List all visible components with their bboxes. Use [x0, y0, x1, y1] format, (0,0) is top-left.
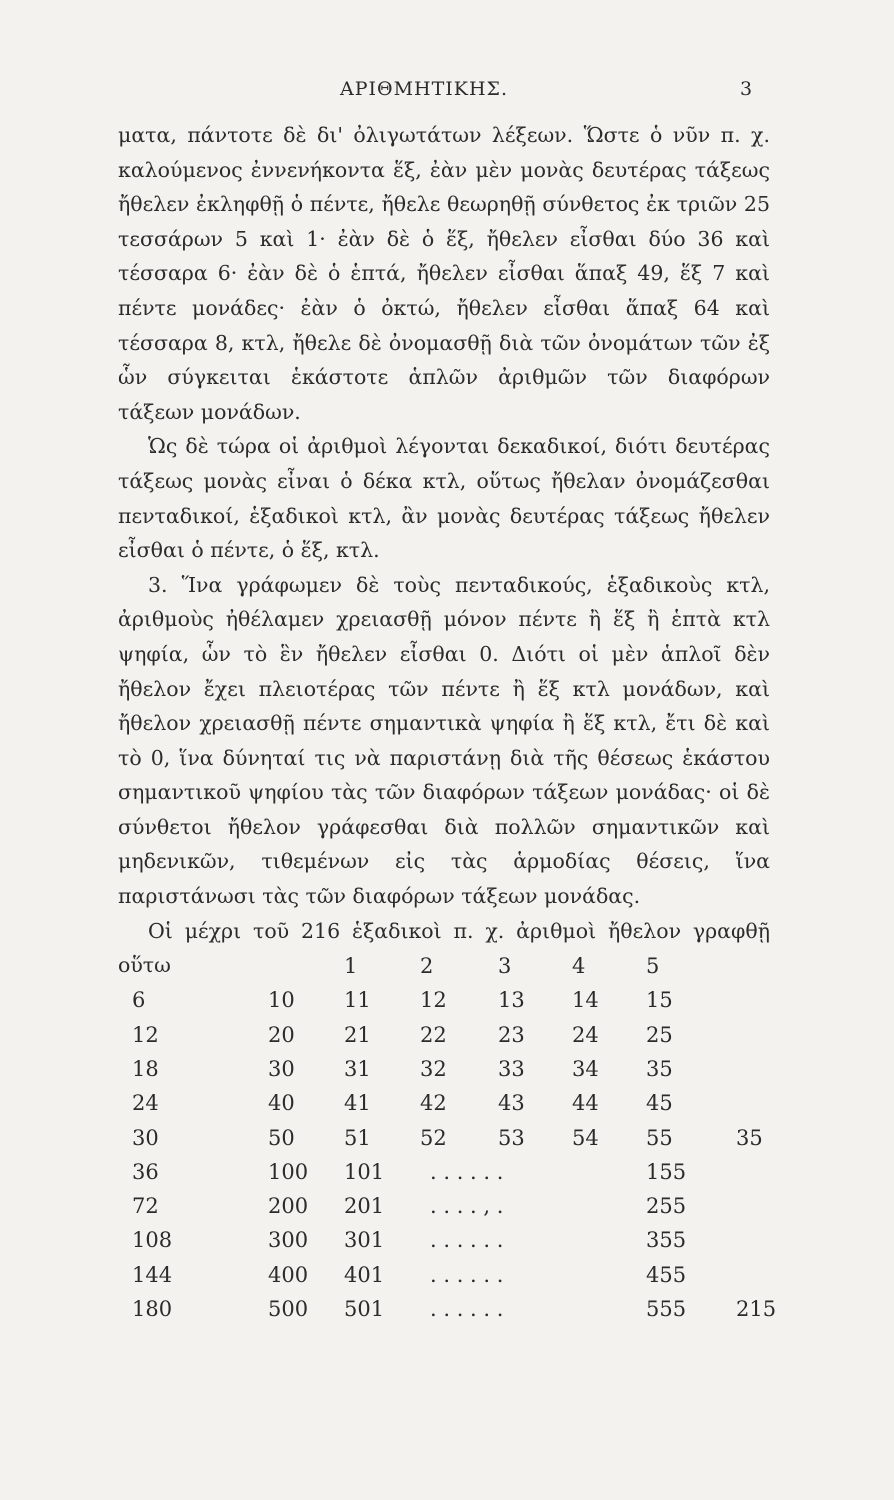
table-row — [0, 1057, 894, 1091]
table-cell: 44 — [572, 1091, 599, 1116]
table-cell: 35 — [736, 1125, 763, 1150]
table-cell: 300 — [268, 1228, 309, 1253]
table-cell: 33 — [498, 1056, 525, 1081]
table-row — [0, 1228, 894, 1262]
table-cell: 25 — [646, 1022, 673, 1047]
table-cell: 501 — [344, 1297, 385, 1321]
table-row — [0, 1023, 894, 1057]
table-cell: 41 — [344, 1091, 371, 1116]
table-cell: 40 — [268, 1091, 295, 1116]
table-cell: 43 — [498, 1091, 525, 1116]
table-row — [0, 1091, 894, 1125]
table-cell: 31 — [344, 1056, 371, 1081]
table-cell: 12 — [132, 1022, 159, 1047]
table-cell: 1 — [344, 954, 358, 978]
table-cell: 108 — [132, 1228, 173, 1253]
table-cell: 4 — [572, 954, 586, 978]
table-cell: 52 — [420, 1125, 447, 1150]
table-cell: 21 — [344, 1022, 371, 1047]
page-number: 3 — [740, 78, 754, 100]
table-cell: 14 — [572, 988, 599, 1013]
table-cell: 3 — [498, 954, 512, 978]
table-row — [0, 1126, 894, 1160]
table-cell: 401 — [344, 1262, 385, 1287]
table-cell: . . . . . . — [430, 1297, 504, 1321]
table-cell: 50 — [268, 1125, 295, 1150]
table-row — [0, 1263, 894, 1297]
body-text — [118, 118, 770, 983]
table-cell: 34 — [572, 1056, 599, 1081]
table-cell: 32 — [420, 1056, 447, 1081]
table-cell: 18 — [132, 1056, 159, 1081]
table-cell: 100 — [268, 1159, 309, 1184]
table-cell: 54 — [572, 1125, 599, 1150]
table-cell: 13 — [498, 988, 525, 1013]
table-cell: 35 — [646, 1056, 673, 1081]
table-row — [0, 1297, 894, 1331]
table-cell: 500 — [268, 1297, 309, 1321]
table-cell: 55 — [646, 1125, 673, 1150]
table-cell: . . . . . . — [430, 1228, 504, 1253]
table-cell: 12 — [420, 988, 447, 1013]
paragraph: 3. Ἵνα γράφωμεν δὲ τοὺς πενταδικούς, ἑξαδικοὺς κτλ, ἀριθμοὺς ἠθέλαμεν χρειασθῇ μόνον πέντε ἢ ἕξ ἢ ἑπτὰ κτλ ψηφία, ὧν τὸ ἓν ἤθελεν εἶσθαι 0. Διότι οἱ μὲν ἁπλοῖ δὲν ἤθελον ἔχει πλειοτέρας τῶν πέντε ἢ ἕξ κτλ μονάδων, καὶ ἤθελον χρειασθῇ πέντε σημαντικὰ ψηφία ἢ ἕξ κτλ, ἔτι δὲ καὶ τὸ 0, ἵνα δύνηταί τις νὰ παριστάνῃ διὰ τῆς θέσεως ἑκάστου σημαντικοῦ ψηφίου τὰς τῶν διαφόρων τάξεων μονάδας· οἱ δὲ σύνθετοι ἤθελον γράφεσθαι διὰ πολλῶν σημαντικῶν καὶ μηδενικῶν, τιθεμένων εἰς τὰς ἁρμοδίας θέσεις, ἵνα παριστάνωσι τὰς τῶν διαφόρων τάξεων μονάδας. — [118, 572, 770, 909]
table-cell: 72 — [132, 1194, 159, 1219]
table-row — [0, 988, 894, 1022]
table-cell: 45 — [646, 1091, 673, 1116]
table-cell: 2 — [420, 954, 434, 978]
table-row — [0, 1194, 894, 1228]
table-cell: 53 — [498, 1125, 525, 1150]
table-cell: 30 — [268, 1056, 295, 1081]
table-cell: 5 — [646, 954, 660, 978]
running-title: ΑΡΙΘΜΗΤΙΚΗΣ. — [340, 78, 509, 100]
table-cell: . . . . , . — [430, 1194, 504, 1219]
table-cell: . . . . . . — [430, 1159, 504, 1184]
table-cell: 555 — [646, 1297, 687, 1321]
table-cell: 51 — [344, 1125, 371, 1150]
table-cell: 23 — [498, 1022, 525, 1047]
table-cell: . . . . . . — [430, 1262, 504, 1287]
table-cell: 42 — [420, 1091, 447, 1116]
table-cell: 24 — [572, 1022, 599, 1047]
table-cell: 200 — [268, 1194, 309, 1219]
table-cell: 6 — [132, 988, 146, 1013]
table-row — [0, 954, 894, 988]
table-cell: 22 — [420, 1022, 447, 1047]
table-cell: 355 — [646, 1228, 687, 1253]
table-cell: 36 — [132, 1159, 159, 1184]
table-cell: 144 — [132, 1262, 173, 1287]
table-cell: 400 — [268, 1262, 309, 1287]
table-cell: 15 — [646, 988, 673, 1013]
table-row — [0, 1160, 894, 1194]
table-cell: 11 — [344, 988, 371, 1013]
paragraph: Οἱ μέχρι τοῦ 216 ἑξαδικοὶ π. χ. ἀριθμοὶ ἤθελον γραφθῇ οὕτω — [118, 918, 770, 978]
table-cell: 24 — [132, 1091, 159, 1116]
paragraph: Ὡς δὲ τώρα οἱ ἀριθμοὶ λέγονται δεκαδικοί, διότι δευτέρας τάξεως μονὰς εἶναι ὁ δέκα κτλ, οὕτως ἤθελαν ὀνομάζεσθαι πενταδικοί, ἑξαδικοὶ κτλ, ἂν μονὰς δευτέρας τάξεως ἤθελεν εἶσθαι ὁ πέντε, ὁ ἕξ, κτλ. — [118, 434, 770, 563]
table-cell: 201 — [344, 1194, 385, 1219]
table-cell: 155 — [646, 1159, 687, 1184]
table-cell: 301 — [344, 1228, 385, 1253]
table-cell: 10 — [268, 988, 295, 1013]
table-cell: 30 — [132, 1125, 159, 1150]
paragraph: ματα, πάντοτε δὲ δι' ὀλιγωτάτων λέξεων. Ὥστε ὁ νῦν π. χ. καλούμενος ἐννενήκοντα ἕξ, ἐὰν μὲν μονὰς δευτέρας τάξεως ἤθελεν ἐκληφθῇ ὁ πέντε, ἤθελε θεωρηθῇ σύνθετος ἐκ τριῶν 25 τεσσάρων 5 καὶ 1· ἐὰν δὲ ὁ ἕξ, ἤθελεν εἶσθαι δύο 36 καὶ τέσσαρα 6· ἐὰν δὲ ὁ ἑπτά, ἤθελεν εἶσθαι ἅπαξ 49, ἕξ 7 καὶ πέντε μονάδες· ἐὰν ὁ ὀκτώ, ἤθελεν εἶσθαι ἅπαξ 64 καὶ τέσσαρα 8, κτλ, ἤθελε δὲ ὀνομασθῇ διὰ τῶν ὀνομάτων τῶν ἐξ ὧν σύγκειται ἑκάστοτε ἁπλῶν ἀριθμῶν τῶν διαφόρων τάξεων μονάδων. — [118, 123, 770, 424]
table-cell: 20 — [268, 1022, 295, 1047]
table-cell: 101 — [344, 1159, 385, 1184]
table-cell: 215 — [736, 1297, 777, 1321]
table-cell: 180 — [132, 1297, 173, 1321]
table-cell: 455 — [646, 1262, 687, 1287]
table-cell: 255 — [646, 1194, 687, 1219]
